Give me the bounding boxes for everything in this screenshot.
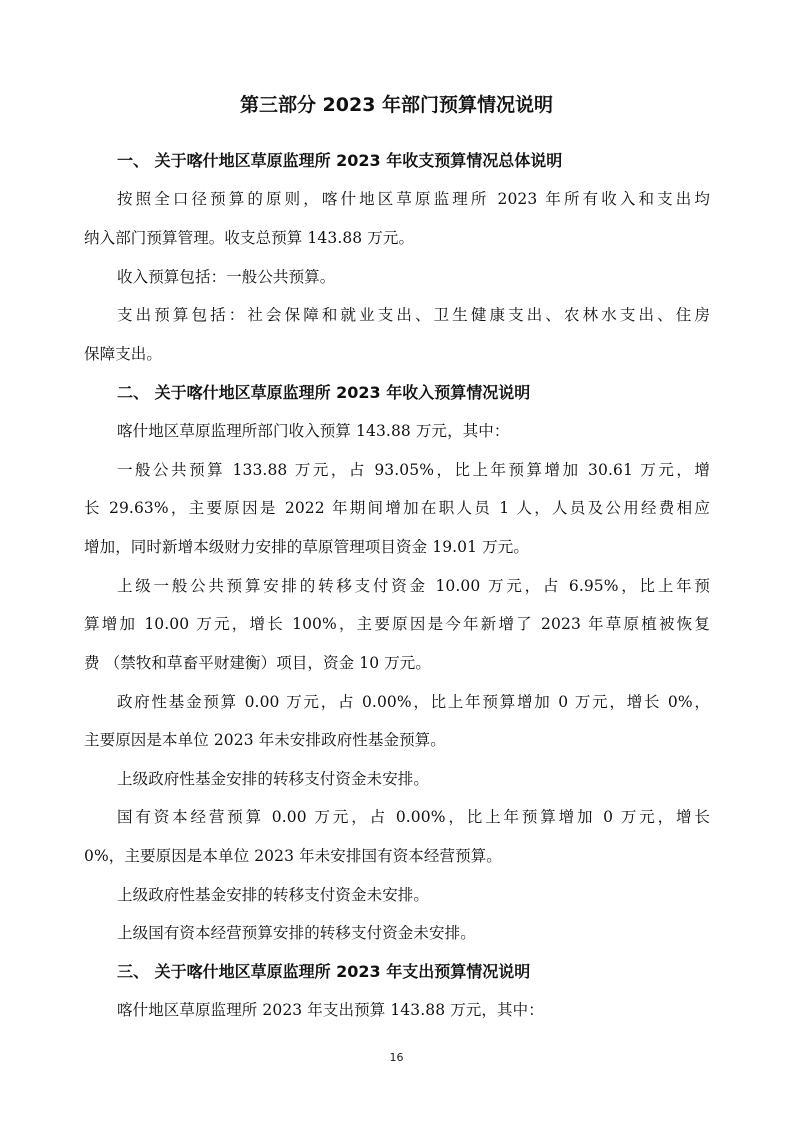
section-heading-3: 三、 关于喀什地区草原监理所 2023 年支出预算情况说明 (117, 962, 531, 981)
paragraph-line: 政府性基金预算 0.00 万元，占 0.00%，比上年预算增加 0 万元，增长 0%， (117, 693, 710, 711)
section-heading-2: 二、 关于喀什地区草原监理所 2023 年收入预算情况说明 (117, 383, 531, 402)
paragraph-line: 算增加 10.00 万元，增长 100%，主要原因是今年新增了 2023 年草原植被恢复 (84, 615, 710, 633)
paragraph-line: 国有资本经营预算 0.00 万元，占 0.00%，比上年预算增加 0 万元，增长 (117, 808, 710, 826)
paragraph-line: 上级国有资本经营预算安排的转移支付资金未安排。 (117, 924, 476, 942)
paragraph-line: 0%，主要原因是本单位 2023 年未安排国有资本经营预算。 (84, 847, 502, 865)
paragraph-line: 费 （禁牧和草畜平财建衡）项目，资金 10 万元。 (84, 654, 432, 672)
paragraph-line: 按照全口径预算的原则，喀什地区草原监理所 2023 年所有收入和支出均 (117, 190, 710, 208)
section-heading-1: 一、 关于喀什地区草原监理所 2023 年收支预算情况总体说明 (117, 151, 563, 170)
paragraph-line: 一般公共预算 133.88 万元，占 93.05%，比上年预算增加 30.61 万元，增 (117, 461, 710, 479)
paragraph-line: 上级政府性基金安排的转移支付资金未安排。 (117, 770, 430, 788)
paragraph-line: 喀什地区草原监理所 2023 年支出预算 143.88 万元，其中： (117, 1001, 544, 1019)
paragraph-line: 喀什地区草原监理所部门收入预算 143.88 万元，其中： (117, 422, 510, 440)
paragraph-line: 收入预算包括：一般公共预算。 (117, 268, 336, 286)
paragraph-line: 上级一般公共预算安排的转移支付资金 10.00 万元，占 6.95%，比上年预 (117, 577, 710, 595)
paragraph-line: 长 29.63%，主要原因是 2022 年期间增加在职人员 1 人，人员及公用经费相应 (84, 499, 710, 517)
page-title: 第三部分 2023 年部门预算情况说明 (239, 94, 554, 116)
paragraph-line: 上级政府性基金安排的转移支付资金未安排。 (117, 886, 430, 904)
page-number: 16 (389, 1051, 404, 1064)
paragraph-line: 保障支出。 (84, 345, 163, 363)
paragraph-line: 主要原因是本单位 2023 年未安排政府性基金预算。 (84, 731, 446, 749)
paragraph-line: 纳入部门预算管理。收支总预算 143.88 万元。 (84, 229, 415, 247)
paragraph-line: 增加，同时新增本级财力安排的草原管理项目资金 19.01 万元。 (84, 538, 529, 556)
paragraph-line: 支出预算包括：社会保障和就业支出、卫生健康支出、农林水支出、住房 (117, 306, 710, 324)
